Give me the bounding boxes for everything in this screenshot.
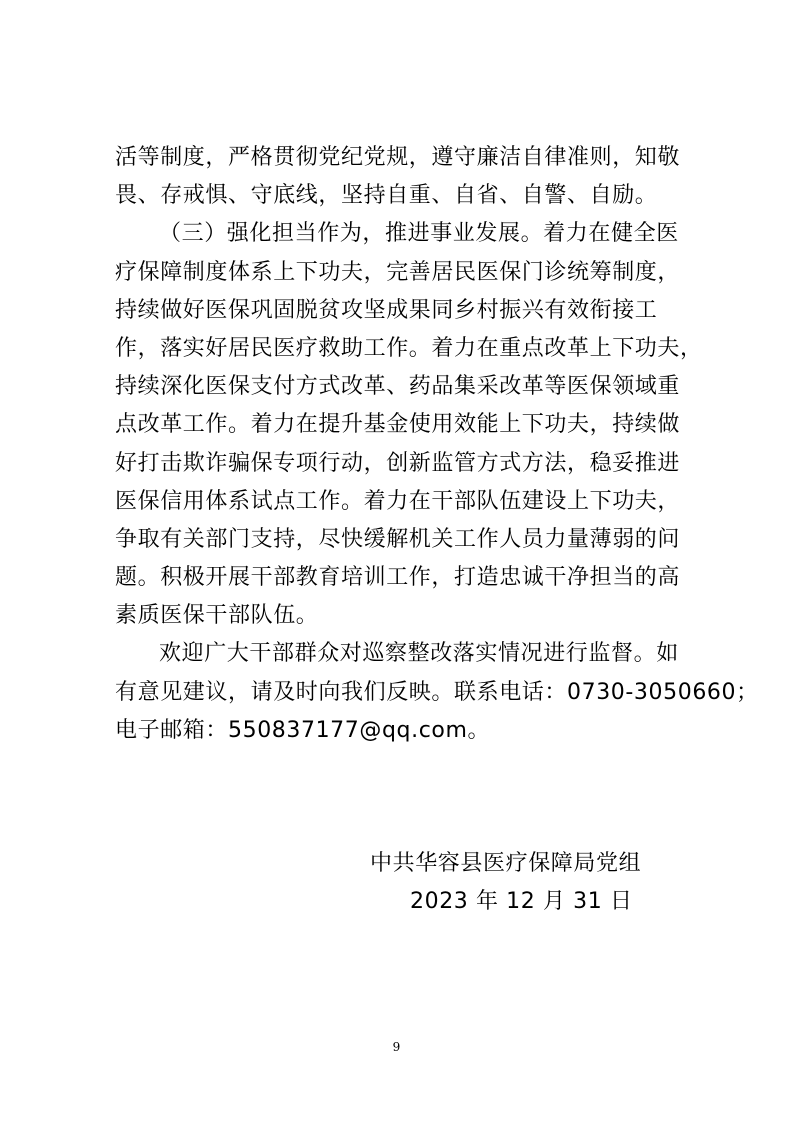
body-line: 点改革工作。着力在提升基金使用效能上下功夫，持续做: [115, 412, 681, 438]
body-text: [115, 139, 759, 750]
body-line: 争取有关部门支持，尽快缓解机关工作人员力量薄弱的问: [115, 526, 681, 552]
body-line: 疗保障制度体系上下功夫，完善居民医保门诊统筹制度，: [115, 259, 681, 285]
signing-organization: 中共华容县医疗保障局党组: [370, 851, 642, 876]
body-line: 医保信用体系试点工作。着力在干部队伍建设上下功夫，: [115, 488, 681, 514]
body-line: 畏、存戒惧、守底线，坚持自重、自省、自警、自励。: [115, 183, 658, 209]
contact-phone-line: 有意见建议，请及时向我们反映。联系电话：0730-3050660；: [115, 679, 759, 705]
body-line: 持续深化医保支付方式改革、药品集采改革等医保领域重: [115, 374, 681, 400]
contact-email-line: 电子邮箱：550837177@qq.com。: [115, 717, 491, 743]
body-line: 好打击欺诈骗保专项行动，创新监管方式方法，稳妥推进: [115, 450, 681, 476]
section-heading-line: （三）强化担当作为，推进事业发展。着力在健全医: [159, 221, 679, 247]
body-line: 持续做好医保巩固脱贫攻坚成果同乡村振兴有效衔接工: [115, 297, 658, 323]
page-number: 9: [392, 1040, 401, 1054]
signing-date: 2023 年 12 月 31 日: [410, 889, 633, 914]
body-line: 题。积极开展干部教育培训工作，打造忠诚干净担当的高: [115, 565, 681, 591]
body-line: 作，落实好居民医疗救助工作。着力在重点改革上下功夫，: [115, 335, 703, 361]
paragraph-start-line: 欢迎广大干部群众对巡察整改落实情况进行监督。如: [159, 641, 679, 667]
signature-block: [370, 845, 641, 921]
body-line: 活等制度，严格贯彻党纪党规，遵守廉洁自律准则，知敬: [115, 145, 681, 170]
body-line: 素质医保干部队伍。: [115, 603, 319, 629]
